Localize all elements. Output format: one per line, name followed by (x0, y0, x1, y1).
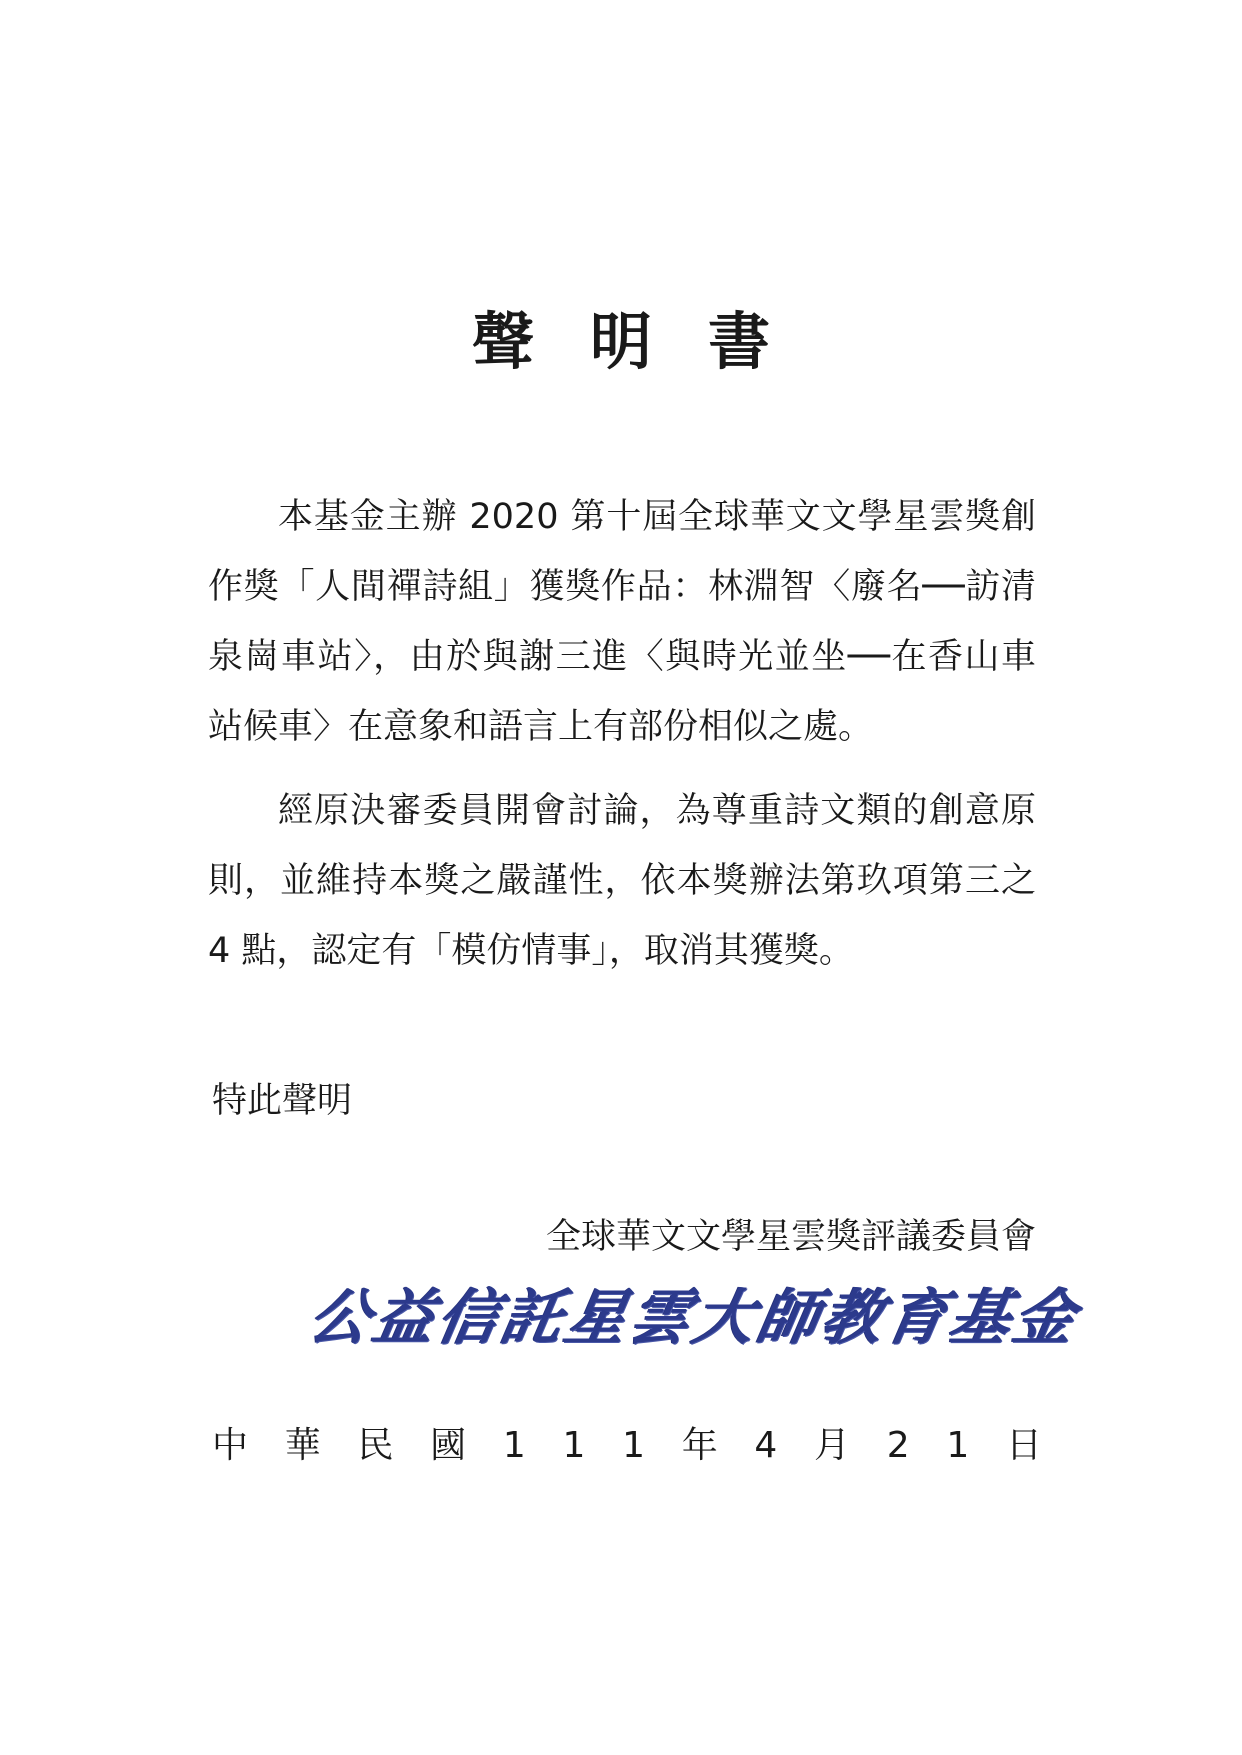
date-char: 月 (814, 1425, 851, 1466)
committee-name: 全球華文文學星雲獎評議委員會 (545, 1217, 1036, 1257)
date-char: 中 (212, 1425, 249, 1466)
date-char: 民 (357, 1425, 394, 1466)
document-title: 聲明書 (471, 305, 826, 378)
date-char: 4 (754, 1425, 778, 1466)
date-line (212, 1418, 1042, 1474)
date-char: 國 (430, 1425, 467, 1466)
date-char: 2 (886, 1425, 910, 1466)
date-char: 1 (946, 1425, 970, 1466)
date-char: 華 (284, 1425, 321, 1466)
closing-statement: 特此聲明 (212, 1081, 353, 1121)
date-char: 日 (1005, 1425, 1042, 1466)
paragraph1-line3: 泉崗車站〉，由於與謝三進〈與時光並坐──在香山車 (208, 637, 1036, 677)
paragraph2-line1: 經原決審委員開會討論，為尊重詩文類的創意原 (278, 791, 1036, 831)
date-char: 1 (562, 1425, 586, 1466)
paragraph2-line3: 4 點，認定有「模仿情事」，取消其獲獎。 (208, 931, 854, 971)
date-char: 年 (681, 1425, 718, 1466)
paragraph1-line4: 站候車〉在意象和語言上有部份相似之處。 (208, 707, 874, 747)
paragraph1-line2: 作獎「人間禪詩組」獲獎作品：林淵智〈廢名──訪清 (208, 567, 1036, 607)
foundation-seal: 公益信託星雲大師教育基金 (303, 1283, 1085, 1353)
paragraph1-line1: 本基金主辦 2020 第十屆全球華文文學星雲獎創 (278, 497, 1036, 537)
paragraph2-line2: 則，並維持本獎之嚴謹性，依本獎辦法第玖項第三之 (208, 861, 1036, 901)
date-char: 1 (622, 1425, 645, 1466)
date-char: 1 (502, 1425, 526, 1466)
